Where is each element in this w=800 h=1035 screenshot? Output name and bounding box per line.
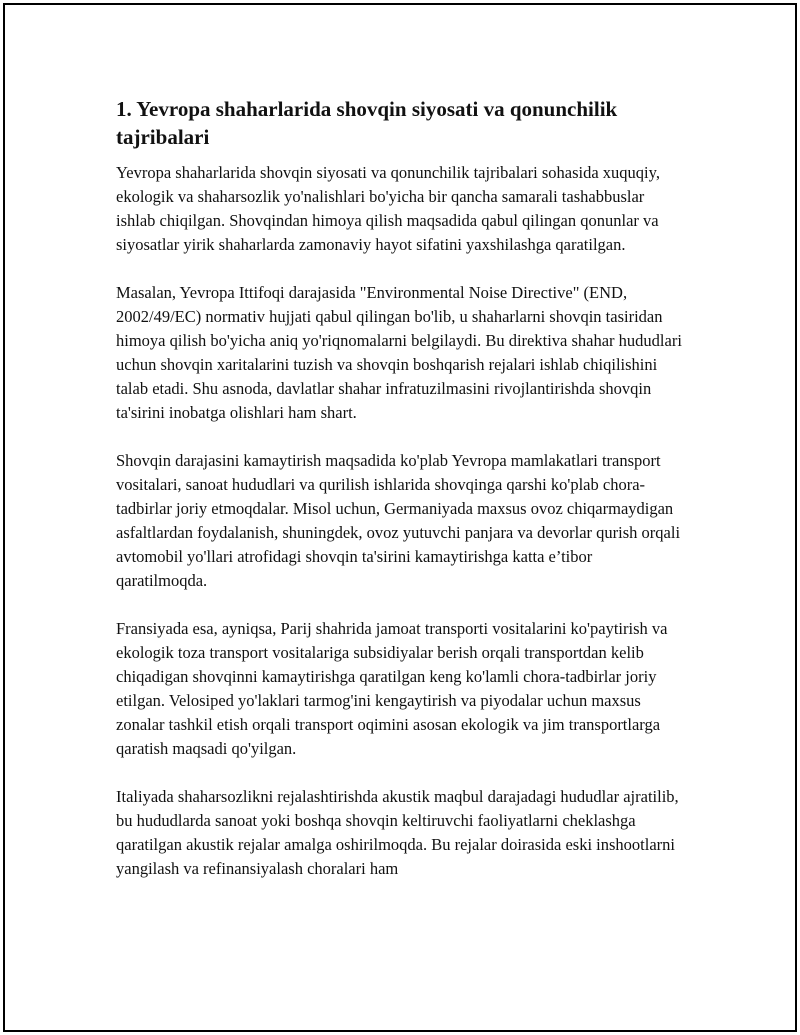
section-heading: 1. Yevropa shaharlarida shovqin siyosati va qonunchilik tajribalari bbox=[116, 97, 618, 149]
paragraph-1: Yevropa shaharlarida shovqin siyosati va qonunchilik tajribalari sohasida xuquqiy, ekologik va shaharsozlik yo'nalishlari bo'yicha bir qancha samarali tashabbuslar ishlab chiqilgan. Shovqindan himoya qilish maqsadida qabul qilingan qonunlar va siyosatlar yirik shaharlarda zamonaviy hayot sifatini yaxshilashga qaratilgan. bbox=[116, 163, 660, 254]
paragraph-2: Masalan, Yevropa Ittifoqi darajasida "Environmental Noise Directive" (END, 2002/49/EC) normativ hujjati qabul qilingan bo'lib, u shaharlarni shovqin tasiridan himoya qilish bo'yicha aniq yo'riqnomalarni belgilaydi. Bu direktiva shahar hududlari uchun shovqin xaritalarini tuzish va shovqin boshqarish rejalari ishlab chiqilishini talab etadi. Shu asnoda, davlatlar shahar infratuzilmasini rivojlantirishda shovqin ta'sirini inobatga olishlari ham shart. bbox=[116, 283, 682, 422]
paragraph-3: Shovqin darajasini kamaytirish maqsadida ko'plab Yevropa mamlakatlari transport vositalari, sanoat hududlari va qurilish ishlarida shovqinga qarshi ko'plab chora-tadbirlar joriy etmoqdalar. Misol uchun, Germaniyada maxsus ovoz chiqarmaydigan asfaltlardan foydalanish, shuningdek, ovoz yutuvchi panjara va devorlar qurish orqali avtomobil yo'llari atrofidagi shovqin ta'sirini kamaytirishga katta e’tibor qaratilmoqda. bbox=[116, 451, 681, 590]
paragraph-4: Fransiyada esa, ayniqsa, Parij shahrida jamoat transporti vositalarini ko'paytirish va ekologik toza transport vositalariga subsidiyalar berish orqali transportdan kelib chiqadigan shovqinni kamaytirishga qaratilgan keng ko'lamli chora-tadbirlar joriy etilgan. Velosiped yo'laklari tarmog'ini kengaytirish va piyodalar uchun maxsus zonalar tashkil etish orqali transport oqimini asosan ekologik va jim transportlarga qaratish maqsadi qo'yilgan. bbox=[116, 619, 668, 758]
document-body bbox=[116, 95, 686, 905]
paragraph-5: Italiyada shaharsozlikni rejalashtirishda akustik maqbul darajadagi hududlar ajratilib, bu hududlarda sanoat yoki boshqa shovqin keltiruvchi faoliyatlarni cheklashga qaratilgan akustik rejalar amalga oshirilmoqda. Bu rejalar doirasida eski inshootlarni yangilash va refinansiyalash choralari ham bbox=[116, 787, 679, 878]
